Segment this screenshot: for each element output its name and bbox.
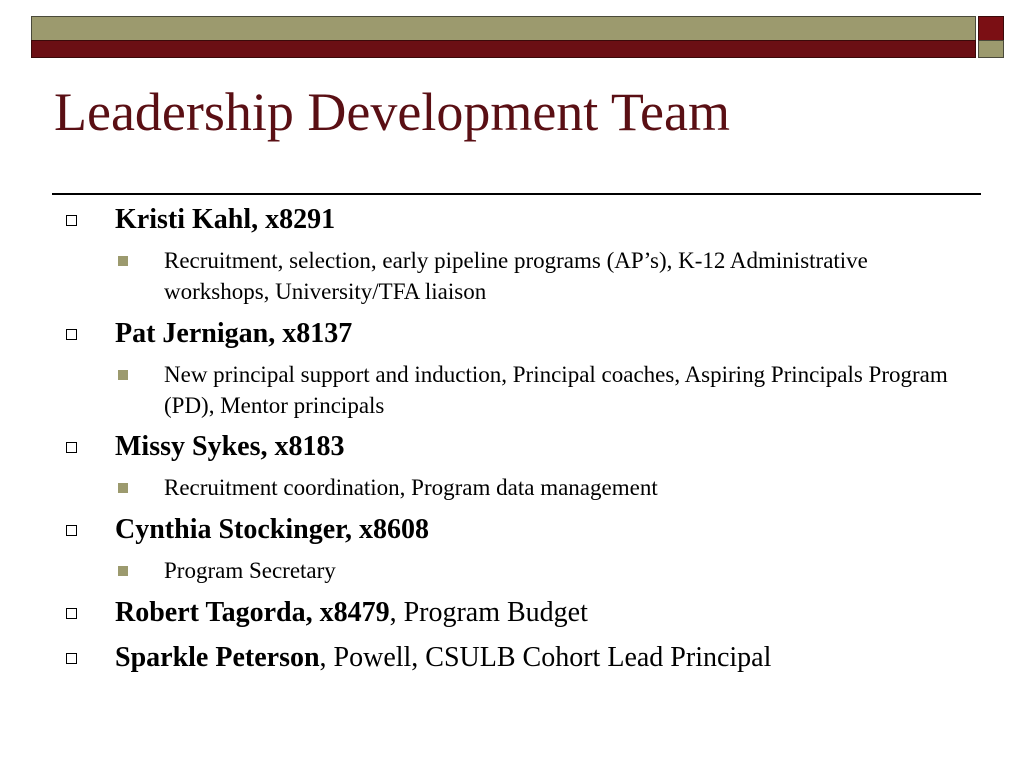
person-name: Robert Tagorda, x8479	[115, 597, 390, 628]
person-name: Cynthia Stockinger, x8608	[115, 514, 430, 545]
sub-item: New principal support and induction, Principal coaches, Aspiring Principals Program (PD), Mentor principals	[164, 362, 948, 418]
list-item	[115, 318, 352, 350]
person-name: Sparkle Peterson	[115, 642, 320, 673]
hollow-square-bullet-icon	[66, 653, 77, 664]
person-name: Kristi Kahl, x8291	[115, 204, 336, 235]
filled-square-bullet-icon	[118, 256, 128, 266]
person-detail: , Powell, CSULB Cohort Lead Principal	[319, 642, 772, 673]
sub-item: Program Secretary	[164, 558, 336, 583]
filled-square-bullet-icon	[118, 370, 128, 380]
person-name: Pat Jernigan, x8137	[115, 318, 353, 349]
hollow-square-bullet-icon	[66, 442, 77, 453]
sub-item: Recruitment coordination, Program data management	[164, 475, 658, 500]
sub-item: Recruitment, selection, early pipeline programs (AP’s), K-12 Administrative workshops, University/TFA liaison	[164, 248, 868, 304]
person-detail: , Program Budget	[389, 597, 588, 628]
hollow-square-bullet-icon	[66, 608, 77, 619]
hollow-square-bullet-icon	[66, 329, 77, 340]
hollow-square-bullet-icon	[66, 215, 77, 226]
hollow-square-bullet-icon	[66, 525, 77, 536]
person-name: Missy Sykes, x8183	[115, 431, 345, 462]
slide-title: Leadership Development Team	[54, 82, 730, 142]
list-item	[115, 597, 588, 629]
list-item	[115, 642, 771, 674]
list-item	[115, 431, 344, 463]
filled-square-bullet-icon	[118, 483, 128, 493]
list-item	[115, 204, 335, 236]
list-item	[115, 514, 429, 546]
filled-square-bullet-icon	[118, 566, 128, 576]
